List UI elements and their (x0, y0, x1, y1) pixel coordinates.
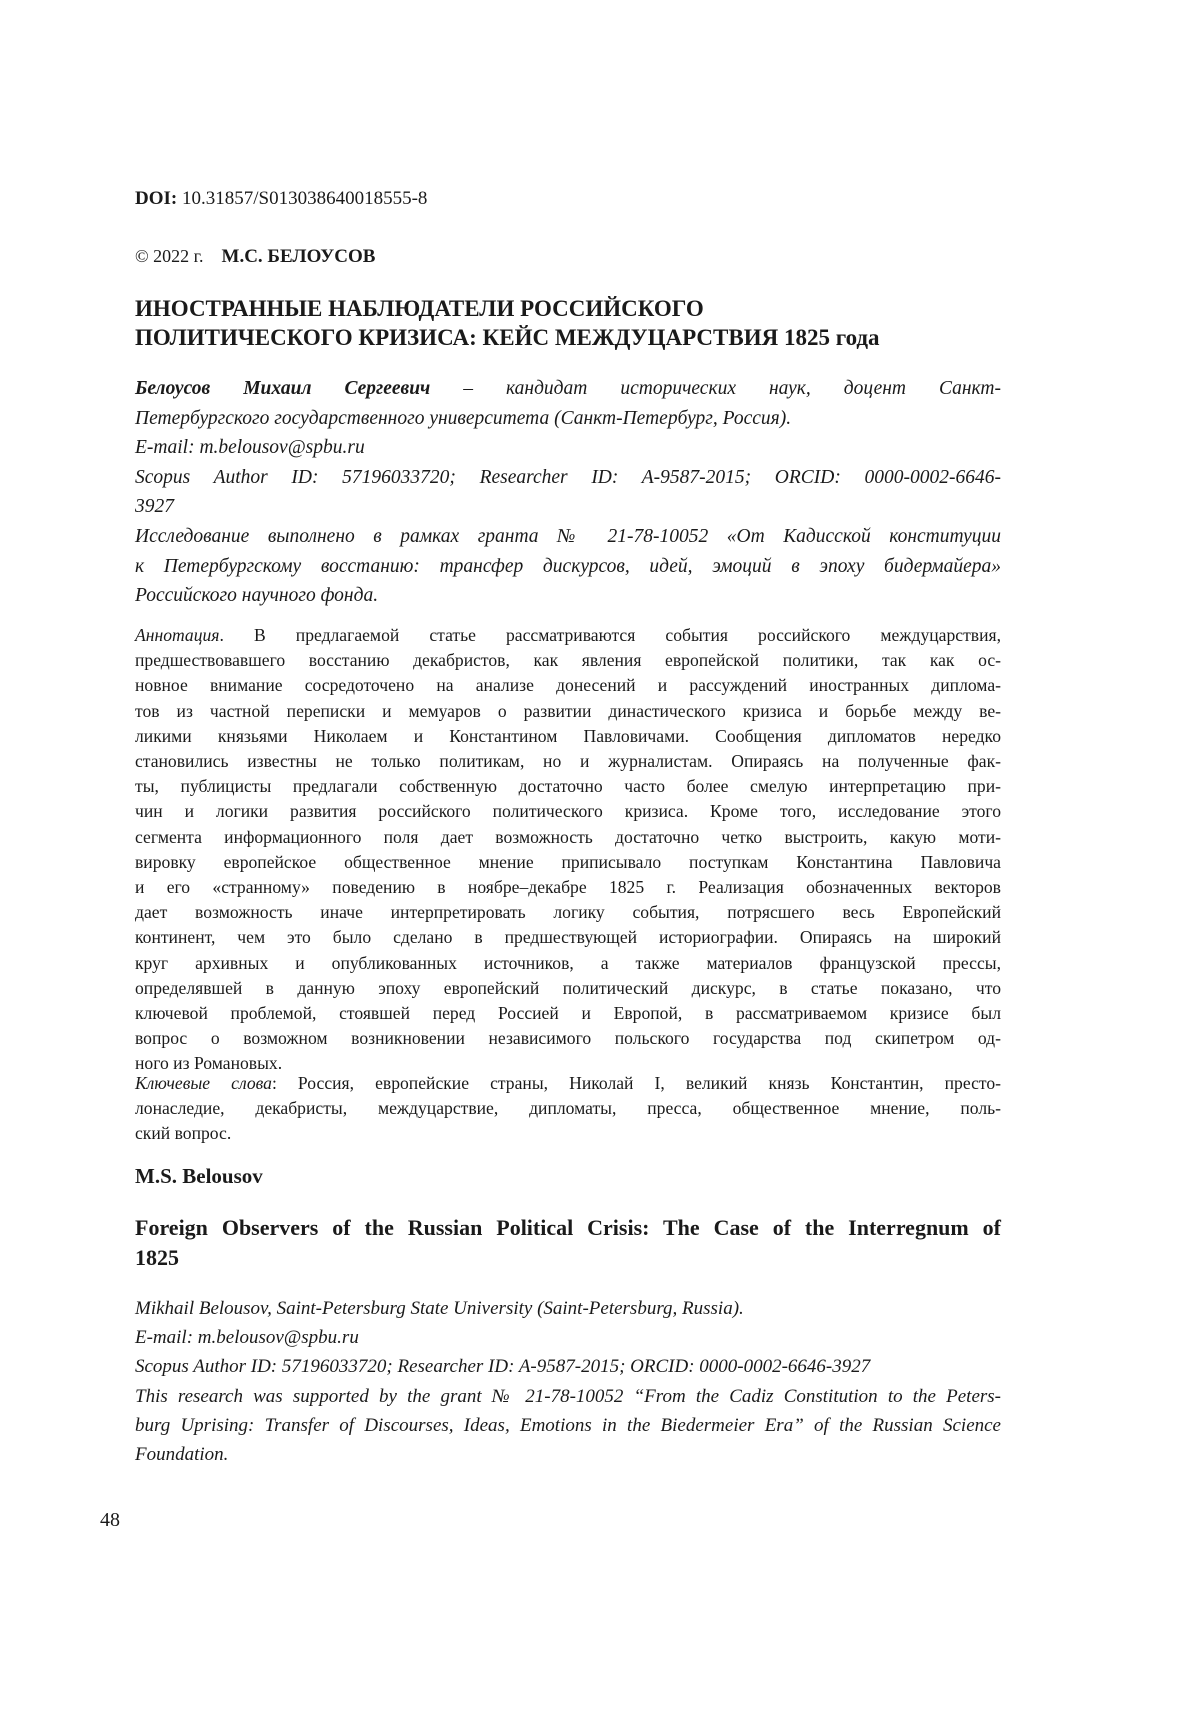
abstract-line: ного из Романовых. (135, 1051, 1001, 1076)
title-line: ИНОСТРАННЫЕ НАБЛЮДАТЕЛИ РОССИЙСКОГО (135, 294, 1001, 323)
abstract-text: . В предлагаемой статье рассматриваются события российского междуцарствия, (220, 625, 1002, 645)
info-en-line: burg Uprising: Transfer of Discourses, Ideas, Emotions in the Biedermeier Era” of the Russian Science (135, 1411, 1001, 1440)
abstract-line: ты, публицисты предлагали собственную достаточно часто более смелую интерпретацию при- (135, 774, 1001, 799)
abstract-line (135, 623, 1001, 648)
keywords-text: : Россия, европейские страны, Николай I, великий князь Константин, престо- (272, 1073, 1001, 1093)
keywords-line: лонаследие, декабристы, междуцарствие, дипломаты, пресса, общественное мнение, поль- (135, 1096, 1001, 1121)
grant-line: Исследование выполнено в рамках гранта № 21-78-10052 «От Кадисской конституции (135, 522, 1001, 552)
page-number: 48 (100, 1509, 120, 1532)
abstract-line: и его «странному» поведению в ноябре–декабре 1825 г. Реализация обозначенных векторов (135, 875, 1001, 900)
info-en-line: Foundation. (135, 1440, 1001, 1469)
abstract-line: вировку европейское общественное мнение приписывало поступкам Константина Павловича (135, 850, 1001, 875)
author-info-en (135, 1294, 1001, 1469)
keywords-ru (135, 1071, 1001, 1147)
keywords-line (135, 1071, 1001, 1096)
abstract-line: континент, чем это было сделано в предшествующей историографии. Опираясь на широкий (135, 925, 1001, 950)
abstract-line: ликими князьями Николаем и Константином Павловичами. Сообщения дипломатов нередко (135, 724, 1001, 749)
article-title-ru (135, 294, 1001, 352)
author-email-en[interactable]: E-mail: m.belousov@spbu.ru (135, 1323, 1001, 1352)
author-info-line: Петербургского государственного университета (Санкт-Петербург, Россия). (135, 404, 1001, 434)
keywords-label: Ключевые слова (135, 1073, 272, 1093)
author-name-ru: М.С. БЕЛОУСОВ (222, 246, 376, 267)
abstract-line: предшествовавшего восстанию декабристов, как явления европейской политики, так как ос- (135, 648, 1001, 673)
doi-label: DOI: (135, 188, 177, 209)
author-name-en: M.S. Belousov (135, 1164, 1001, 1189)
title-line: ПОЛИТИЧЕСКОГО КРИЗИСА: КЕЙС МЕЖДУЦАРСТВИЯ 1825 года (135, 323, 1001, 352)
abstract-line: чин и логики развития российского политического кризиса. Кроме того, исследование этого (135, 799, 1001, 824)
grant-line: к Петербургскому восстанию: трансфер дискурсов, идей, эмоций в эпоху бидермайера» (135, 552, 1001, 582)
author-full-name: Белоусов Михаил Сергеевич (135, 378, 430, 399)
abstract-line: тов из частной переписки и мемуаров о развитии династического кризиса и борьбе между ве- (135, 699, 1001, 724)
author-ids-line: Scopus Author ID: 57196033720; Researcher ID: A-9587-2015; ORCID: 0000-0002-6646- (135, 463, 1001, 493)
author-ids-line: 3927 (135, 492, 1001, 522)
abstract-line: ключевой проблемой, стоявшей перед Россией и Европой, в рассматриваемом кризисе был (135, 1001, 1001, 1026)
author-position: – кандидат исторических наук, доцент Санкт- (430, 378, 1001, 399)
abstract-line: новное внимание сосредоточено на анализе донесений и рассуждений иностранных диплома- (135, 673, 1001, 698)
abstract-line: становились известны не только политикам, но и журналистам. Опираясь на полученные фак- (135, 749, 1001, 774)
keywords-line: ский вопрос. (135, 1121, 1001, 1146)
info-en-line: This research was supported by the grant № 21-78-10052 “From the Cadiz Constitution to the Peters- (135, 1382, 1001, 1411)
abstract-line: сегмента информационного поля дает возможность достаточно четко выстроить, какую моти- (135, 825, 1001, 850)
abstract-line: круг архивных и опубликованных источников, а также материалов французской прессы, (135, 951, 1001, 976)
grant-line: Российского научного фонда. (135, 581, 1001, 611)
title-en-line: Foreign Observers of the Russian Political Crisis: The Case of the Interregnum of (135, 1213, 1001, 1243)
abstract-line: определявшей в данную эпоху европейский политический дискурс, в статье показано, что (135, 976, 1001, 1001)
doi-value[interactable]: 10.31857/S013038640018555-8 (182, 188, 427, 209)
copyright-year: © 2022 г. (135, 246, 204, 266)
abstract-label: Аннотация (135, 625, 220, 645)
author-email[interactable]: E-mail: m.belousov@spbu.ru (135, 433, 1001, 463)
abstract-line: вопрос о возможном возникновении независимого польского государства под скипетром од- (135, 1026, 1001, 1051)
abstract-line: дает возможность иначе интерпретировать логику события, потрясшего весь Европейский (135, 900, 1001, 925)
article-title-en (135, 1213, 1001, 1273)
abstract-ru (135, 623, 1001, 1077)
info-en-line: Mikhail Belousov, Saint-Petersburg State University (Saint-Petersburg, Russia). (135, 1294, 1001, 1323)
author-info-line (135, 374, 1001, 404)
author-info-ru (135, 374, 1001, 611)
title-en-line: 1825 (135, 1243, 1001, 1273)
copyright-line (135, 246, 1001, 268)
info-en-line: Scopus Author ID: 57196033720; Researcher ID: A-9587-2015; ORCID: 0000-0002-6646-3927 (135, 1352, 1001, 1381)
doi-line (135, 188, 1001, 210)
